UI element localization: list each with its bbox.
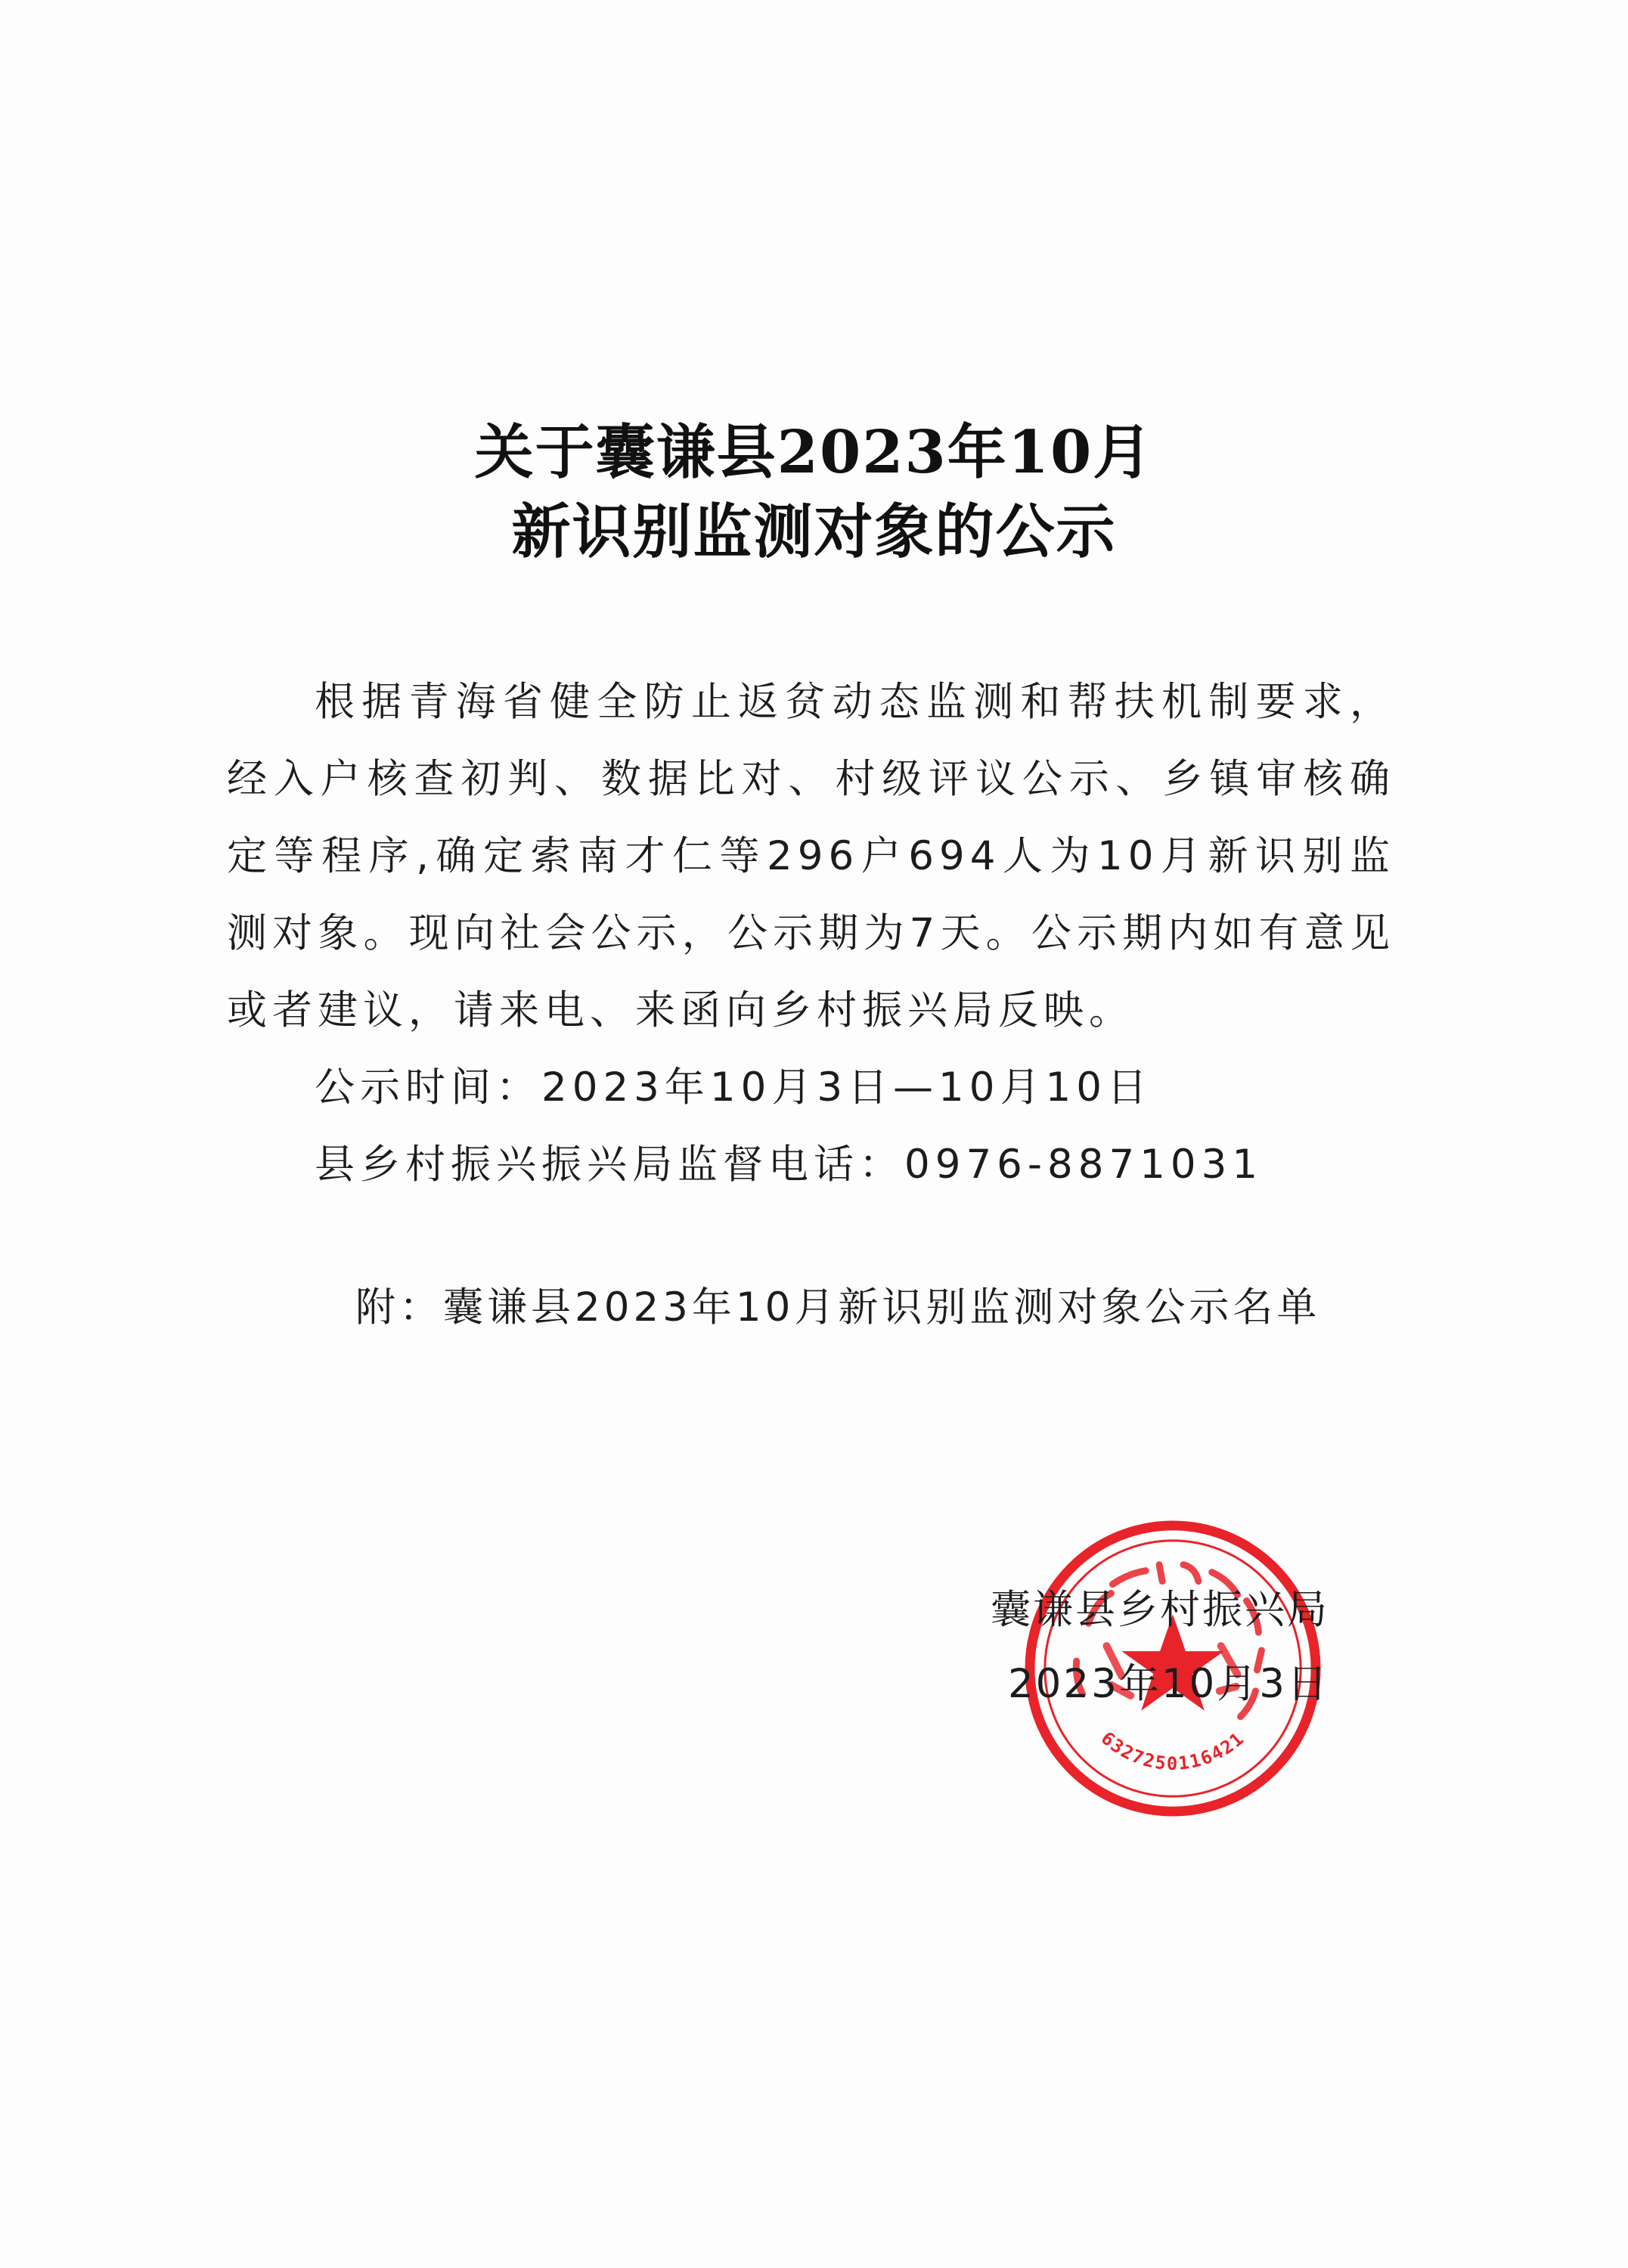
- notice-period: 公示时间：2023年10月3日—10月10日: [315, 1064, 1152, 1111]
- document-body: [227, 664, 1395, 1204]
- document-title-line-2: 新识别监测对象的公示: [511, 497, 1117, 566]
- body-paragraph: 根据青海省健全防止返贫动态监测和帮扶机制要求，经入户核查初判、数据比对、村级评议公示、乡镇审核确定等程序,确定索南才仁等296户694人为10月新识别监测对象。现向社会公示，公示期为7天。公示期内如有意见或者建议，请来电、来函向乡村振兴局反映。: [227, 679, 1395, 1033]
- supervision-phone: 县乡村振兴振兴局监督电话：0976-8871031: [315, 1142, 1264, 1188]
- issue-date: 2023年10月3日: [1007, 1661, 1329, 1707]
- document-title-line-1: 关于囊谦县2023年10月: [474, 418, 1154, 487]
- issuer-name: 囊谦县乡村振兴局: [991, 1587, 1329, 1633]
- attachment-note: 附：囊谦县2023年10月新识别监测对象公示名单: [355, 1284, 1321, 1331]
- svg-text:6327250116421: 6327250116421: [1096, 1727, 1249, 1774]
